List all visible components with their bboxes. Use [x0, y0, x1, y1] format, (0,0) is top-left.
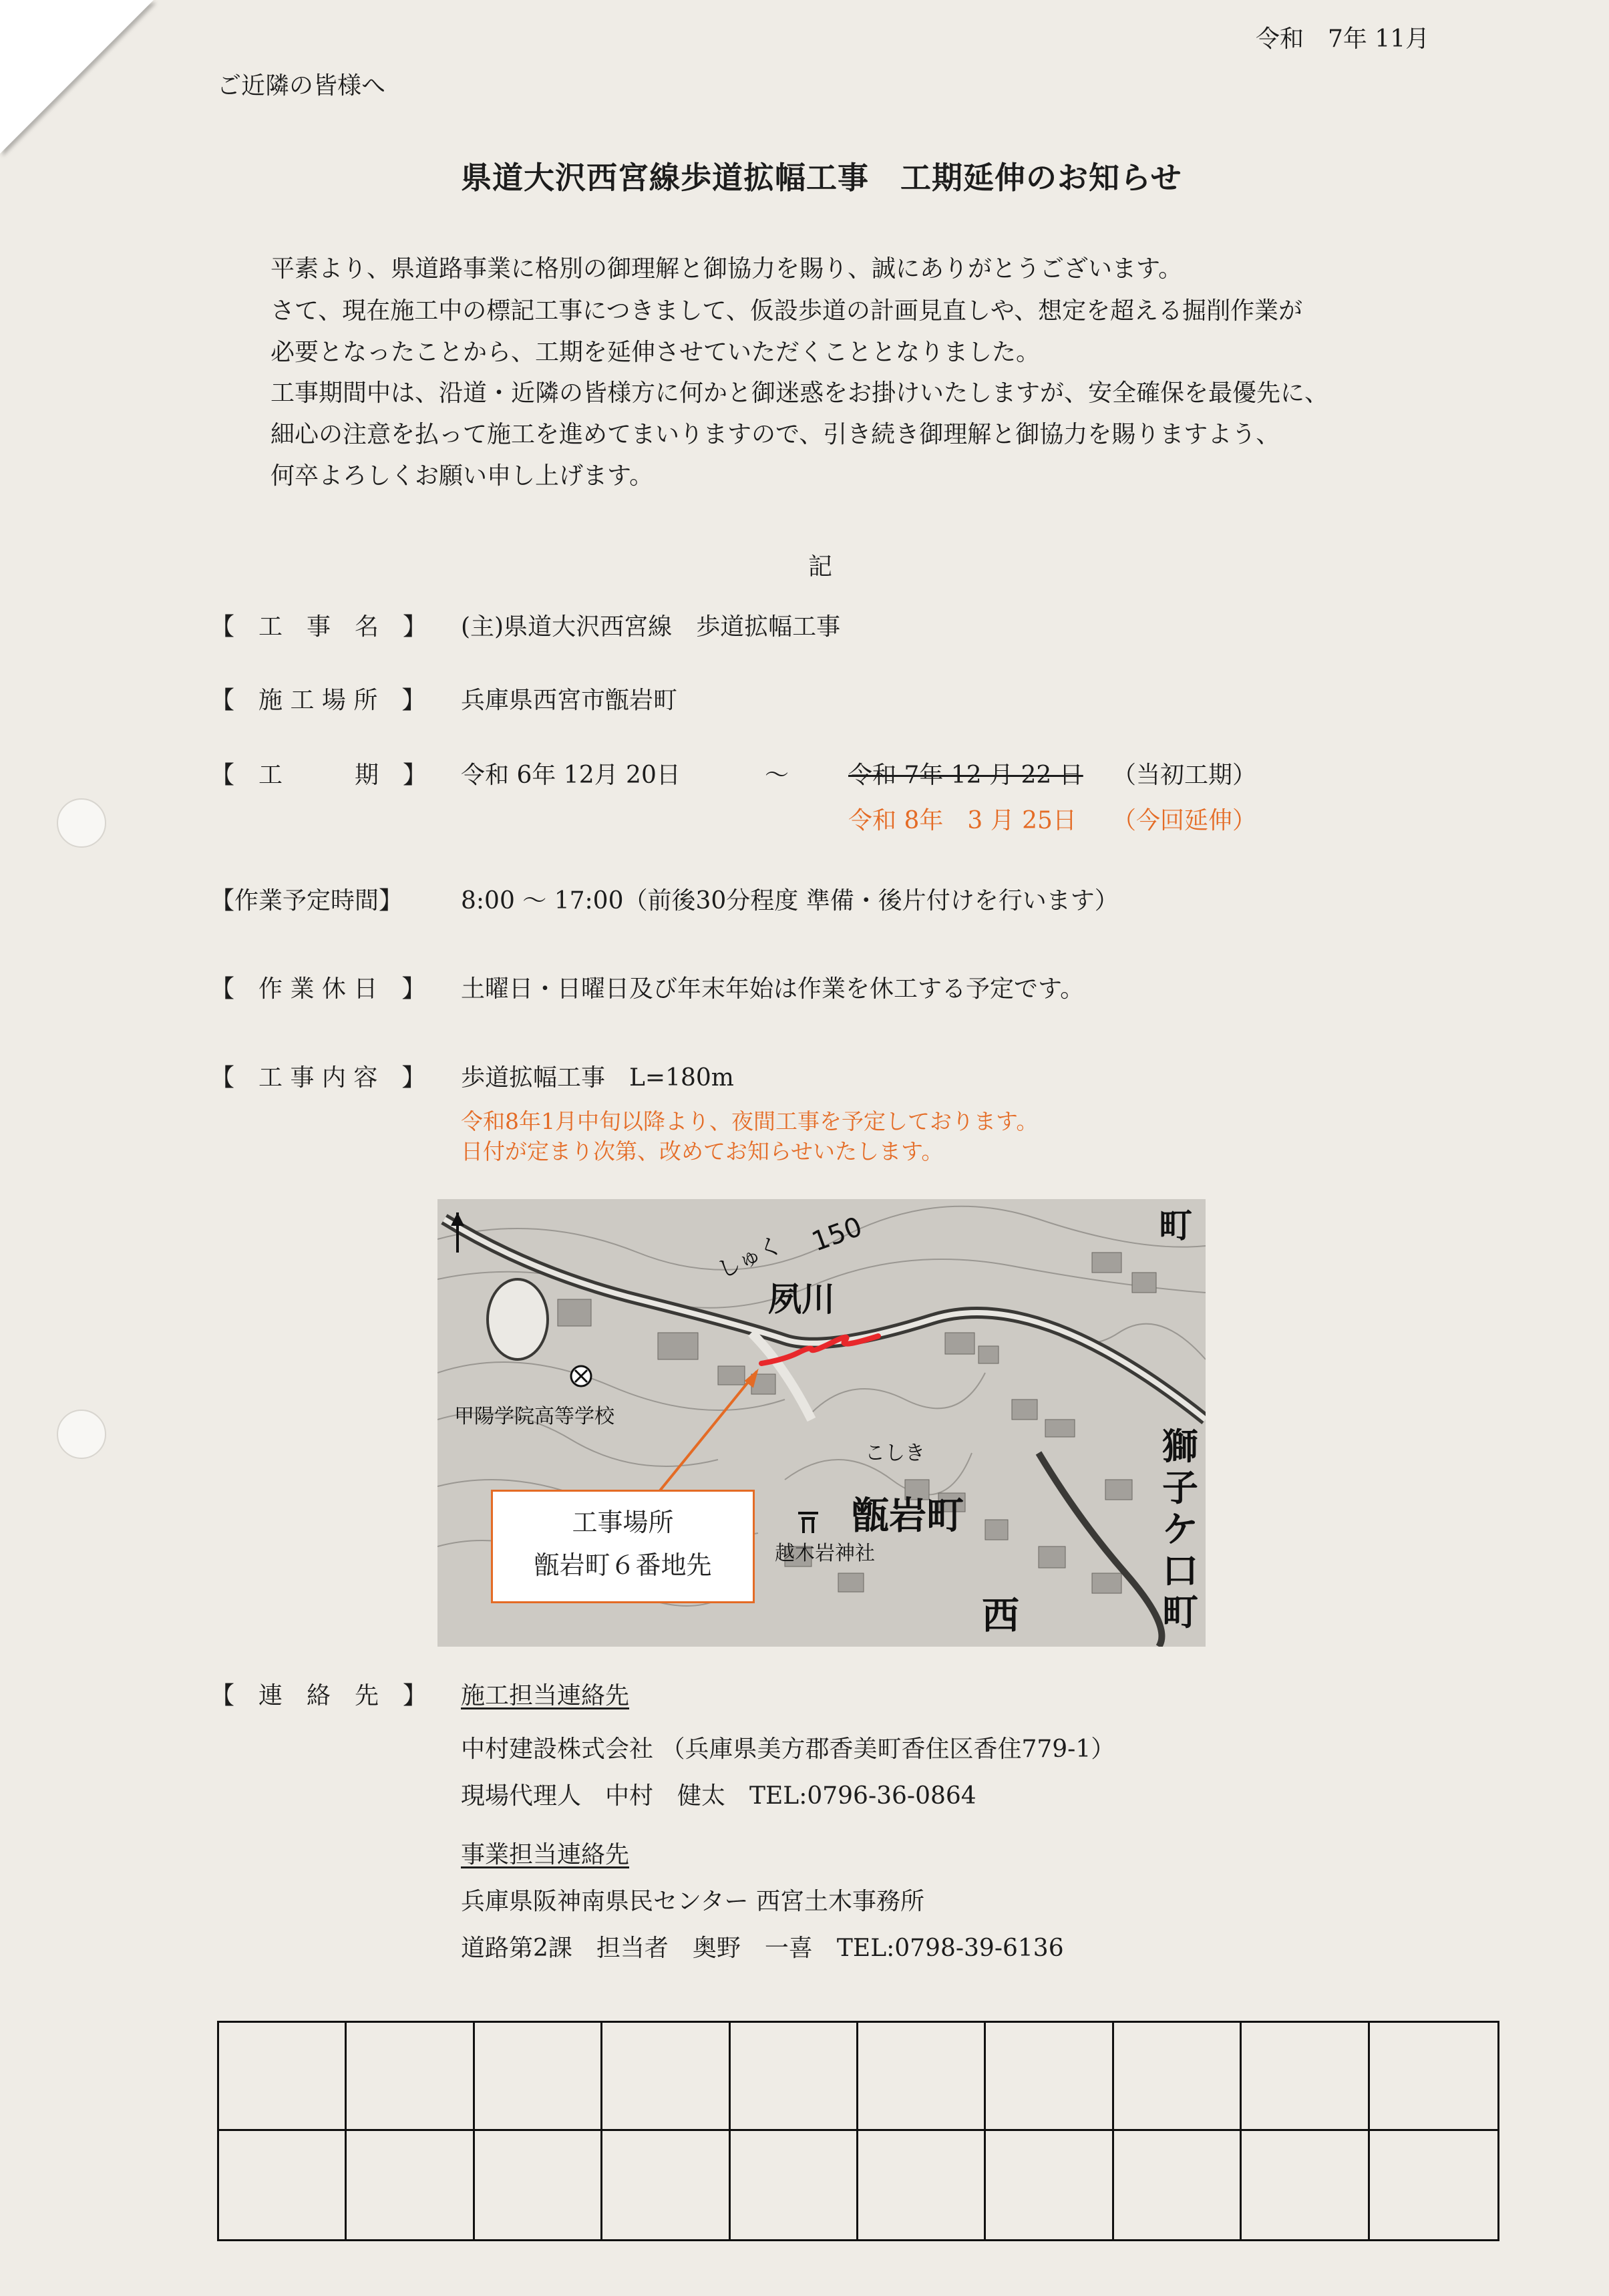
stamp-cell — [475, 2131, 602, 2239]
stamp-cell — [986, 2023, 1113, 2131]
map-label-school: 甲陽学院高等学校 — [454, 1405, 614, 1428]
construction-contact-heading: 施工担当連絡先 — [461, 1682, 630, 1709]
period-new-note: （今回延伸） — [1112, 807, 1257, 834]
circulation-stamp-grid — [217, 2021, 1499, 2241]
ki-heading: 記 — [808, 553, 833, 581]
stamp-cell — [219, 2023, 347, 2131]
paragraph-3b: 細心の注意を払って施工を進めてまいりますので、引き続き御理解と御協力を賜りますよう、 — [271, 421, 1280, 448]
period-original-note: （当初工期） — [1112, 762, 1257, 789]
paragraph-3a: 工事期間中は、沿道・近隣の皆様方に何かと御迷惑をお掛けいたしますが、安全確保を最優先に、 — [271, 379, 1329, 407]
paragraph-2b: 必要となったことから、工期を延伸させていただくこととなりました。 — [271, 339, 1041, 366]
holiday-value: 土曜日・日曜日及び年末年始は作業を休工する予定です。 — [461, 975, 1085, 1003]
page-fold-corner — [0, 0, 154, 154]
map-label-town-top: 町 — [1159, 1206, 1192, 1245]
stamp-cell — [1370, 2131, 1497, 2239]
period-tilde: ～ — [765, 762, 789, 789]
night-work-note-2: 日付が定まり次第、改めてお知らせいたします。 — [461, 1138, 944, 1164]
map-label-elevation: 150 — [808, 1211, 866, 1258]
stamp-cell — [347, 2131, 474, 2239]
callout-line-1: 工事場所 — [572, 1508, 674, 1537]
night-work-note-1: 令和8年1月中旬以降より、夜間工事を予定しております。 — [461, 1108, 1039, 1134]
period-new-end: 令和 8年 3 月 25日 — [848, 807, 1077, 834]
map-label-kana-mid: こしき — [865, 1442, 925, 1465]
period-original-end: 令和 7年 12 月 22 日 — [848, 762, 1083, 789]
construction-place: 兵庫県西宮市甑岩町 — [461, 687, 678, 714]
label-contact: 【 連 絡 先 】 — [210, 1682, 427, 1709]
construction-site-callout — [491, 1490, 755, 1603]
label-content: 【 工 事 内 容 】 — [210, 1064, 426, 1092]
stamp-cell — [602, 2023, 730, 2131]
punch-hole-top — [57, 798, 106, 848]
stamp-cell — [219, 2131, 347, 2239]
callout-line-2: 甑岩町６番地先 — [534, 1550, 712, 1580]
map-label-west: 西 — [982, 1595, 1019, 1638]
label-construction-name: 【 工 事 名 】 — [210, 613, 427, 641]
map-label-town: 甑岩町 — [852, 1494, 964, 1538]
stamp-cell — [1242, 2023, 1369, 2131]
label-work-hours: 【作業予定時間】 — [210, 887, 403, 915]
paragraph-1: 平素より、県道路事業に格別の御理解と御協力を賜り、誠にありがとうございます。 — [271, 255, 1183, 283]
stamp-cell — [1114, 2131, 1242, 2239]
content-value: 歩道拡幅工事 L=180m — [461, 1064, 734, 1092]
map-label-shishigaguchi: 獅子ケ口町 — [1162, 1426, 1198, 1633]
issue-date: 令和 7年 11月 — [1256, 25, 1430, 53]
map-label-kana-top: しゅく — [713, 1231, 787, 1285]
stamp-cell — [1242, 2131, 1369, 2239]
work-hours: 8:00 ～ 17:00（前後30分程度 準備・後片付けを行います） — [461, 887, 1119, 915]
stamp-cell — [347, 2023, 474, 2131]
construction-name: (主)県道大沢西宮線 歩道拡幅工事 — [461, 613, 841, 641]
site-agent: 現場代理人 中村 健太 TEL:0796-36-0864 — [461, 1782, 976, 1810]
map-label-shrine: 越木岩神社 — [775, 1542, 875, 1565]
stamp-cell — [602, 2131, 730, 2239]
contractor-company: 中村建設株式会社 （兵庫県美方郡香美町香住区香住779-1） — [461, 1736, 1115, 1763]
page-title: 県道大沢西宮線歩道拡幅工事 工期延伸のお知らせ — [461, 160, 1182, 196]
stamp-cell — [1114, 2023, 1242, 2131]
label-period: 【 工 期 】 — [210, 762, 427, 789]
stamp-cell — [475, 2023, 602, 2131]
stamp-cell — [986, 2131, 1113, 2239]
greeting: ご近隣の皆様へ — [217, 72, 386, 100]
label-holiday: 【 作 業 休 日 】 — [210, 975, 426, 1003]
map-label-river: 夙川 — [768, 1280, 835, 1319]
stamp-cell — [1370, 2023, 1497, 2131]
stamp-cell — [731, 2023, 858, 2131]
stamp-cell — [858, 2023, 986, 2131]
business-person: 道路第2課 担当者 奥野 一喜 TEL:0798-39-6136 — [461, 1935, 1064, 1962]
period-start: 令和 6年 12月 20日 — [461, 762, 681, 789]
punch-hole-bottom — [57, 1410, 106, 1459]
paragraph-3c: 何卒よろしくお願い申し上げます。 — [271, 462, 654, 490]
stamp-cell — [858, 2131, 986, 2239]
stamp-cell — [731, 2131, 858, 2239]
business-contact-heading: 事業担当連絡先 — [461, 1841, 630, 1868]
business-office: 兵庫県阪神南県民センター 西宮土木事務所 — [461, 1888, 925, 1915]
paragraph-2a: さて、現在施工中の標記工事につきまして、仮設歩道の計画見直しや、想定を超える掘削作業が — [271, 297, 1303, 325]
label-construction-place: 【 施 工 場 所 】 — [210, 687, 426, 714]
